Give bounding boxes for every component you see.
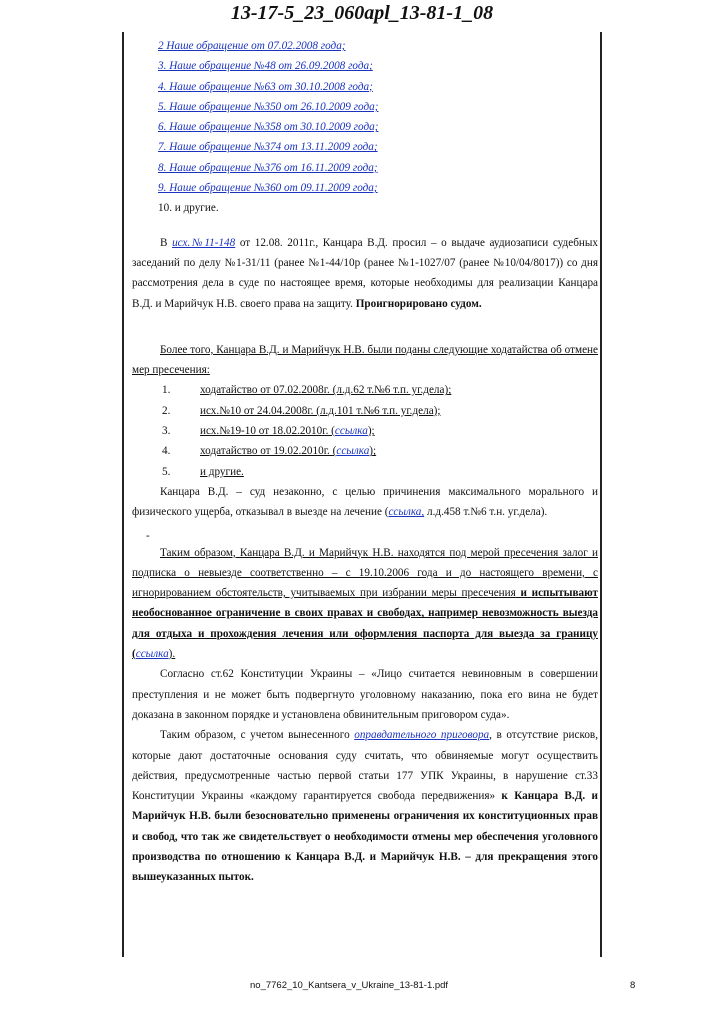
para4-text-end: ). [168, 648, 176, 661]
para3-text-end: л.д.458 т.№6 т.н. уг.дела). [424, 506, 548, 519]
appeal-link-5[interactable]: 6. Наше обращение №358 от 30.10.2009 года; [158, 121, 379, 134]
motion-4-link[interactable]: ссылка [336, 445, 370, 458]
appeal-link-1[interactable]: 2 Наше обращение от 07.02.2008 года; [158, 40, 346, 52]
motion-number: 1. [162, 384, 171, 397]
appeal-list [132, 36, 598, 219]
appeal-link-8[interactable]: 9. Наше обращение №360 от 09.11.2009 года; [158, 182, 378, 195]
acquittal-link[interactable]: оправдательного приговора [354, 729, 490, 742]
paragraph-conclusion [132, 725, 598, 887]
motion-text: и другие. [200, 465, 244, 478]
para4-text: Таким образом, Канцара В.Д. и Марийчук Н.В. находятся под мерой пресечения залог и подписка о невыезде соответственно – с 19.10.2006 года и до настоящего времени, с игнорированием обстоятельств, учитываемых при избрании меры пресечения [132, 546, 598, 600]
ignored-by-court-text: Проигнорировано судом. [355, 297, 482, 310]
motion-text: исх.№19-10 от 18.02.2010г. ( [200, 425, 335, 438]
para6-lead: Таким образом, с учетом вынесенного [160, 729, 355, 742]
motion-number: 5. [162, 465, 171, 478]
paragraph-audio-request [132, 233, 598, 314]
passport-link[interactable]: ссылка [135, 648, 169, 661]
appeal-link-3[interactable]: 4. Наше обращение №63 от 30.10.2008 года; [158, 80, 373, 93]
para3-text: Канцара В.Д. – суд незаконно, с целью причинения максимального морального и физического ущерба, отказывал в выезде на лечение ( [132, 485, 598, 519]
motion-item-2 [132, 401, 598, 421]
document-body [132, 36, 598, 888]
motion-number: 3. [162, 425, 171, 438]
para6-text: , в отсутствие рисков, которые дают достаточные основания суду считать, что обвиняемые могут осуществить действия, предусмотренные частью первой статьи 177 УПК Украины, в нарушение ст.33 Конституции Украины «каждому гарантируется свобода передвижения» [132, 729, 598, 803]
appeal-link-4[interactable]: 5. Наше обращение №350 от 26.10.2009 года; [158, 100, 379, 113]
paragraph-constitution-62: Согласно ст.62 Конституции Украины – «Лицо считается невиновным в совершении преступления и не может быть подвергнуто уголовному наказанию, пока его вина не будет доказана в законном порядке и установлена обвинительным приговором суда». [132, 668, 598, 721]
outgoing-11-148-link[interactable]: исх.№11-148 [172, 236, 236, 249]
para1-lead: В [160, 236, 173, 249]
motion-item-3 [132, 421, 598, 441]
motions-list [132, 380, 598, 481]
motion-item-1 [132, 380, 598, 400]
motion-number: 2. [162, 404, 171, 417]
paragraph-treatment-refusal [132, 482, 598, 523]
paragraph-preventive-measures [132, 543, 598, 665]
motion-text-end: ); [367, 425, 375, 438]
document-header-title: 13-17-5_23_060apl_13-81-1_08 [230, 2, 494, 24]
motion-item-5 [132, 462, 598, 482]
motion-text: исх.№10 от 24.04.2008г. (л.д.101 т.№6 т.п. уг.дела); [200, 404, 441, 417]
appeal-link-7[interactable]: 8. Наше обращение №376 от 16.11.2009 года; [158, 161, 378, 174]
para4-bold: и испытывают необоснованное ограничение в своих правах и свободах, например невозможность выезда для отдыха и прохождения лечения или оформления паспорта для выезда за границу ( [132, 587, 598, 661]
appeal-link-6[interactable]: 7. Наше обращение №374 от 13.11.2009 года; [158, 141, 378, 154]
motion-text: ходатайство от 19.02.2010г. ( [200, 445, 337, 458]
motion-3-link[interactable]: ссылка [334, 425, 368, 438]
para1-text: от 12.08. 2011г., Канцара В.Д. просил – о выдаче аудиозаписи судебных заседаний по делу №1-31/11 (ранее №1-44/10р (ранее №1-1027/07 (ранее №10/04/8017)) со дня рассмотрения дела в суде по настоящее время, которые необходимы для реализации Канцара В.Д. и Марийчук Н.В. своего права на защиту. [132, 236, 598, 310]
para6-bold: к Канцара В.Д. и Марийчук Н.В. были безосновательно применены ограничения их конституционных прав и свобод, что так же свидетельствует о необходимости отмены мер обеспечения уголовного производства по отношению к Канцара В.Д. и Марийчук Н.В. – для прекращения этого вышеуказанных пыток. [132, 790, 598, 884]
paragraph-motions-intro: Более того, Канцара В.Д. и Марийчук Н.В. были поданы следующие ходатайства об отмене мер пресечения: [132, 343, 598, 377]
motion-text: ходатайство от 07.02.2008г. (л.д.62 т.№6 т.п. уг.дела); [200, 384, 452, 397]
motion-number: 4. [162, 445, 171, 458]
dash-separator: - [146, 529, 150, 542]
appeal-item-others: 10. и другие. [158, 202, 219, 215]
footer-filename: no_7762_10_Kantsera_v_Ukraine_13-81-1.pdf [250, 980, 449, 991]
motion-text-end: ); [369, 445, 377, 458]
motion-item-4 [132, 441, 598, 461]
footer-page-number: 8 [630, 980, 636, 991]
treatment-link[interactable]: ссылка, [388, 506, 425, 519]
appeal-link-2[interactable]: 3. Наше обращение №48 от 26.09.2008 года; [158, 60, 373, 73]
